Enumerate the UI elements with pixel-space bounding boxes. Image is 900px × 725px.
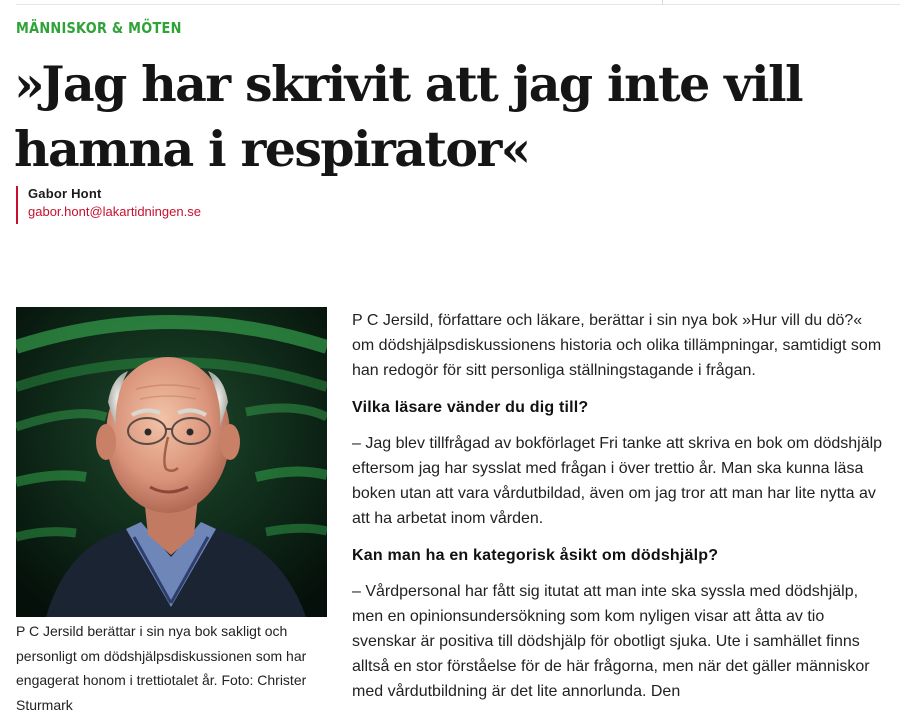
article-photo — [16, 307, 327, 617]
top-divider — [16, 4, 900, 5]
author-name: Gabor Hont — [28, 186, 102, 201]
question-1: Vilka läsare vänder du dig till? — [352, 399, 589, 416]
photo-caption: P C Jersild berättar i sin nya bok sakligt och personligt om dödshjälpsdiskussionen som har engagerat honom i trettiotalet år. Foto: Christer Sturmark — [16, 623, 307, 713]
section-kicker[interactable]: MÄNNISKOR & MÖTEN — [16, 19, 182, 37]
article-intro: P C Jersild, författare och läkare, berättar i sin nya bok »Hur vill du dö?« om dödshjälpsdiskussionens historia och olika tillämpningar, samtidigt som han redogör för sitt personliga ställningstagande i frågan. — [352, 312, 882, 379]
top-divider-tick — [662, 0, 663, 5]
answer-1: – Jag blev tillfrågad av bokförlaget Fri tanke att skriva en bok om dödshjälp eftersom jag har sysslat med frågan i över trettio år. Man ska kunna läsa boken utan att vara vårdutbildad, även om jag tror att man har lite nytta av att ha arbetat inom vården. — [352, 435, 883, 527]
author-email-link[interactable]: gabor.hont@lakartidningen.se — [28, 204, 201, 219]
article-body — [352, 308, 888, 716]
answer-2: – Vårdpersonal har fått sig itutat att man inte ska syssla med dödshjälp, men en opinionsundersökning som kom nyligen visar att åtta av tio svenskar är positiva till dödshjälp för obotligt sjuka. Ute i samhället finns alltså en stor förståelse för de här frågorna, men när det gäller människor med vårdutbildning är det lite annorlunda. Den — [352, 583, 870, 700]
byline — [16, 186, 201, 224]
article-headline: »Jag har skrivit att jag inte vill hamna i respirator« — [14, 55, 803, 178]
portrait-illustration — [16, 307, 327, 617]
question-2: Kan man ha en kategorisk åsikt om dödshjälp? — [352, 547, 719, 564]
